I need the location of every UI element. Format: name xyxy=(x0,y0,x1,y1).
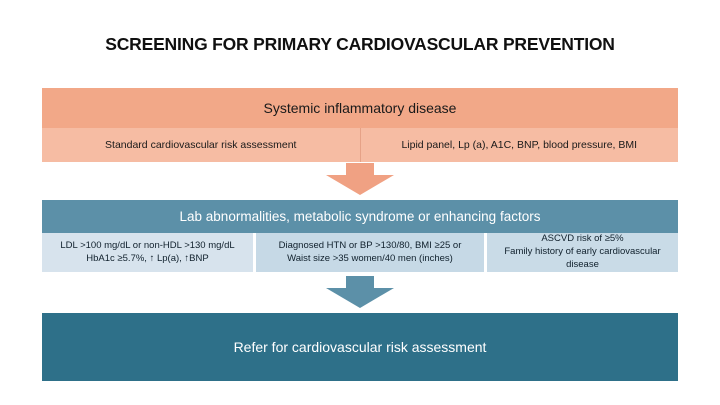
htn-line1: Diagnosed HTN or BP >130/80, BMI ≥25 or xyxy=(278,239,462,251)
step2-cell-lipid-lab-values xyxy=(42,233,253,272)
step3-refer-for-risk-assessment: Refer for cardiovascular risk assessment xyxy=(42,313,678,381)
step1-cell-lipid-panel-tests: Lipid panel, Lp (a), A1C, BNP, blood pressure, BMI xyxy=(401,139,638,151)
step2-detail-row xyxy=(42,233,678,272)
lab-values-line1: LDL >100 mg/dL or non-HDL >130 mg/dL xyxy=(60,239,235,251)
lab-values-line2: HbA1c ≥5.7%, ↑ Lp(a), ↑BNP xyxy=(86,252,209,264)
page-title: SCREENING FOR PRIMARY CARDIOVASCULAR PREVENTION xyxy=(105,34,615,54)
htn-line2: Waist size >35 women/40 men (inches) xyxy=(287,252,453,264)
ascvd-line1: ASCVD risk of ≥5% xyxy=(541,233,624,245)
step1-cell-standard-risk-assessment: Standard cardiovascular risk assessment xyxy=(105,139,297,151)
step1-detail-row xyxy=(42,128,678,162)
step2-header-lab-abnormalities: Lab abnormalities, metabolic syndrome or enhancing factors xyxy=(42,200,678,233)
step2-cell-htn-bmi-waist xyxy=(256,233,484,272)
down-arrow-blue-icon xyxy=(326,276,394,308)
ascvd-line2: Family history of early cardiovascular disease xyxy=(504,246,661,270)
step2-cell-ascvd-family-history xyxy=(487,233,678,272)
step1-header-systemic-inflammatory-disease: Systemic inflammatory disease xyxy=(42,88,678,128)
down-arrow-orange-icon xyxy=(326,163,394,195)
